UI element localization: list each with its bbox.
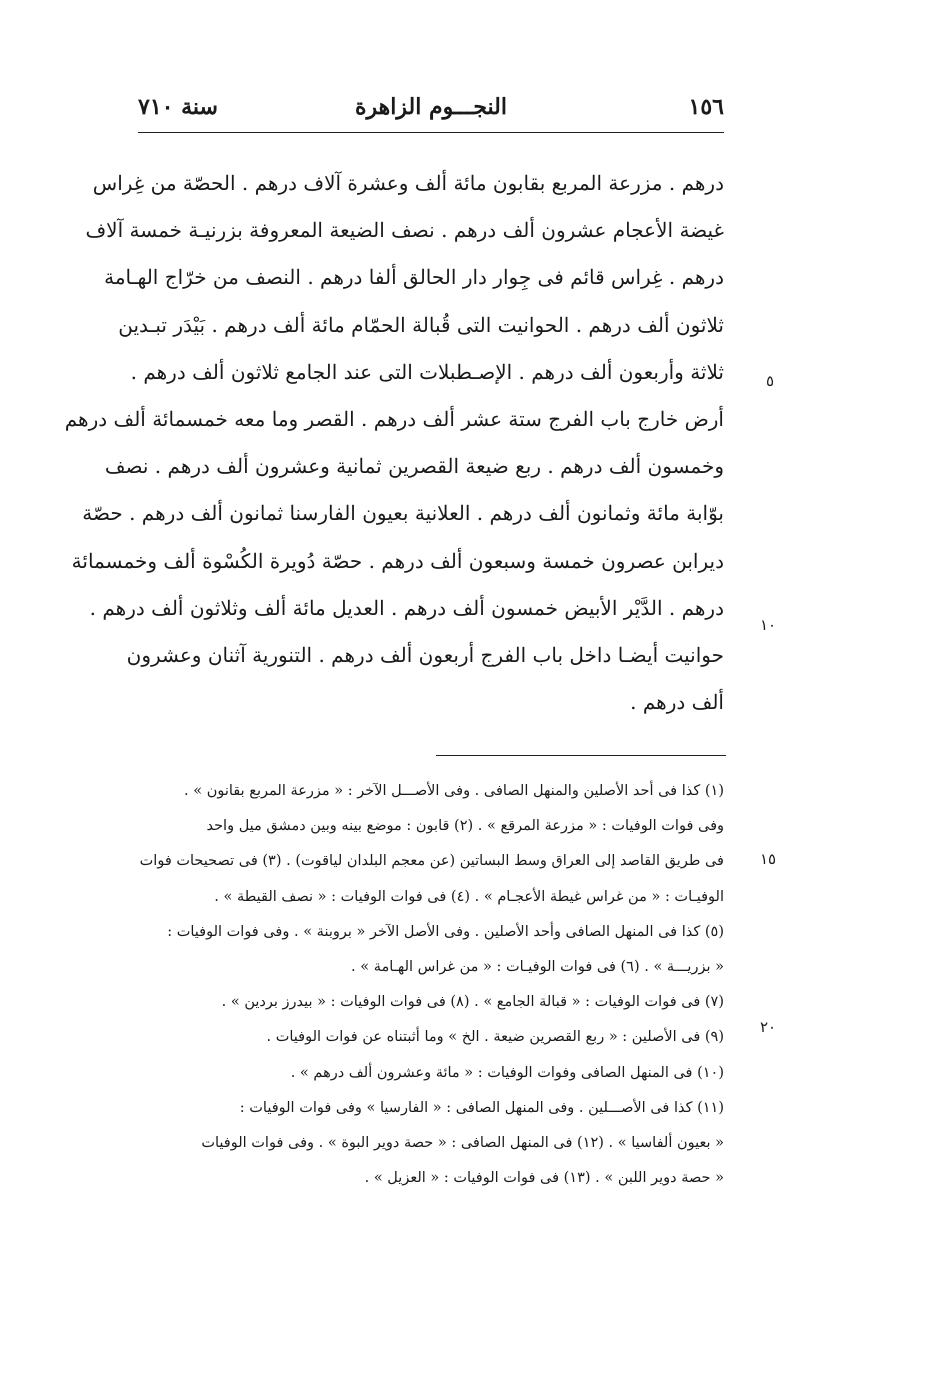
footnote-line: (٩) فى الأصلين : « ربع القصرين ضيعة . الخ » وما أثبتناه عن فوات الوفيات . [266, 1029, 724, 1046]
footnote-line: (١٠) فى المنهل الصافى وفوات الوفيات : « مائة وعشرون ألف درهم » . [290, 1064, 724, 1081]
text-line: بوّابة مائة وثمانون ألف درهم . العلانية بعيون الفارسنا ثمانون ألف درهم . حصّة [82, 501, 724, 526]
text-line: درهم . الدَّيْر الأبيض خمسون ألف درهم . العديل مائة ألف وثلاثون ألف درهم . [89, 595, 724, 620]
margin-line-number: ١٥ [760, 850, 777, 868]
footnote-line: (١) كذا فى أحد الأصلين والمنهل الصافى . وفى الأصـــل الآخر : « مزرعة المربع بقانون » . [184, 783, 724, 799]
text-line: ديرابن عصرون خمسة وسبعون ألف درهم . حصّة دُويرة الكُسْوة ألف وخمسمائة [71, 548, 724, 573]
text-line: ثلاثون ألف درهم . الحوانيت التى قُبالة الحمّام مائة ألف درهم . بَيْدَر تبـدين [118, 312, 724, 337]
footnote-line: « بزريـــة » . (٦) فى فوات الوفيـات : « من غراس الهـامة » . [351, 958, 724, 975]
text-line: درهم . غِراس قائم فى جِوار دار الحالق ألفا درهم . النصف من خرّاج الهـامة [104, 265, 724, 290]
footnote-line: وفى فوات الوفيات : « مزرعة المرقع » . (٢) قابون : موضع بينه وبين دمشق ميل واحد [206, 818, 724, 835]
text-line: ثلاثة وأربعون ألف درهم . الإصـطبلات التى عند الجامع ثلاثون ألف درهم . [130, 359, 724, 384]
footnote-line: (١١) كذا فى الأصـــلين . وفى المنهل الصافى : « الفارسيا » وفى فوات الوفيات : [239, 1099, 724, 1116]
footnote-line: (٧) فى فوات الوفيات : « قبالة الجامع » . (٨) فى فوات الوفيات : « بيدرز بردين » . [221, 994, 724, 1011]
running-header [138, 92, 724, 133]
text-line: حوانيت أيضـا داخل باب الفرج أربعون ألف درهم . التنورية آثنان وعشرون [126, 642, 724, 667]
text-line: أرض خارج باب الفرج ستة عشر ألف درهم . القصر وما معه خمسمائة ألف درهم [64, 406, 724, 431]
margin-line-number: ١٠ [760, 616, 777, 634]
page-number: ١٥٦ [688, 94, 724, 120]
footnote-line: الوفيـات : « من غراس غيطة الأعجـام » . (٤) فى فوات الوفيات : « نصف القيطة » . [214, 888, 724, 905]
text-line: وخمسون ألف درهم . ربع ضيعة القصرين ثمانية وعشرون ألف درهم . نصف [104, 454, 724, 479]
footnote-line: « بعيون ألفاسيا » . (١٢) فى المنهل الصافى : « حصة دوير البوة » . وفى فوات الوفيات [201, 1134, 724, 1151]
main-text [64, 160, 724, 726]
footnotes [138, 774, 724, 1196]
text-line: ألف درهم . [630, 690, 724, 715]
margin-line-number: ٥ [766, 372, 775, 390]
text-line: غيضة الأعجام عشرون ألف درهم . نصف الضيعة المعروفة بزرنيـة خمسة آلاف [85, 218, 724, 243]
footnote-line: (٥) كذا فى المنهل الصافى وأحد الأصلين . وفى الأصل الآخر « بروبنة » . وفى فوات الوفيات : [167, 923, 724, 940]
running-title: النجـــوم الزاهرة [355, 94, 507, 120]
year-label: سنة ٧١٠ [138, 94, 218, 120]
footnote-line: « حصة دوير اللبن » . (١٣) فى فوات الوفيات : « العزيل » . [364, 1170, 724, 1187]
margin-line-number: ٢٠ [760, 1018, 777, 1036]
text-line: درهم . مزرعة المربع بقابون مائة ألف وعشرة آلاف درهم . الحصّة من غِراس [92, 171, 724, 195]
footnote-divider [436, 755, 726, 756]
footnote-line: فى طريق القاصد إلى العراق وسط البساتين (عن معجم البلدان لياقوت) . (٣) فى تصحيحات فوات [139, 853, 724, 870]
